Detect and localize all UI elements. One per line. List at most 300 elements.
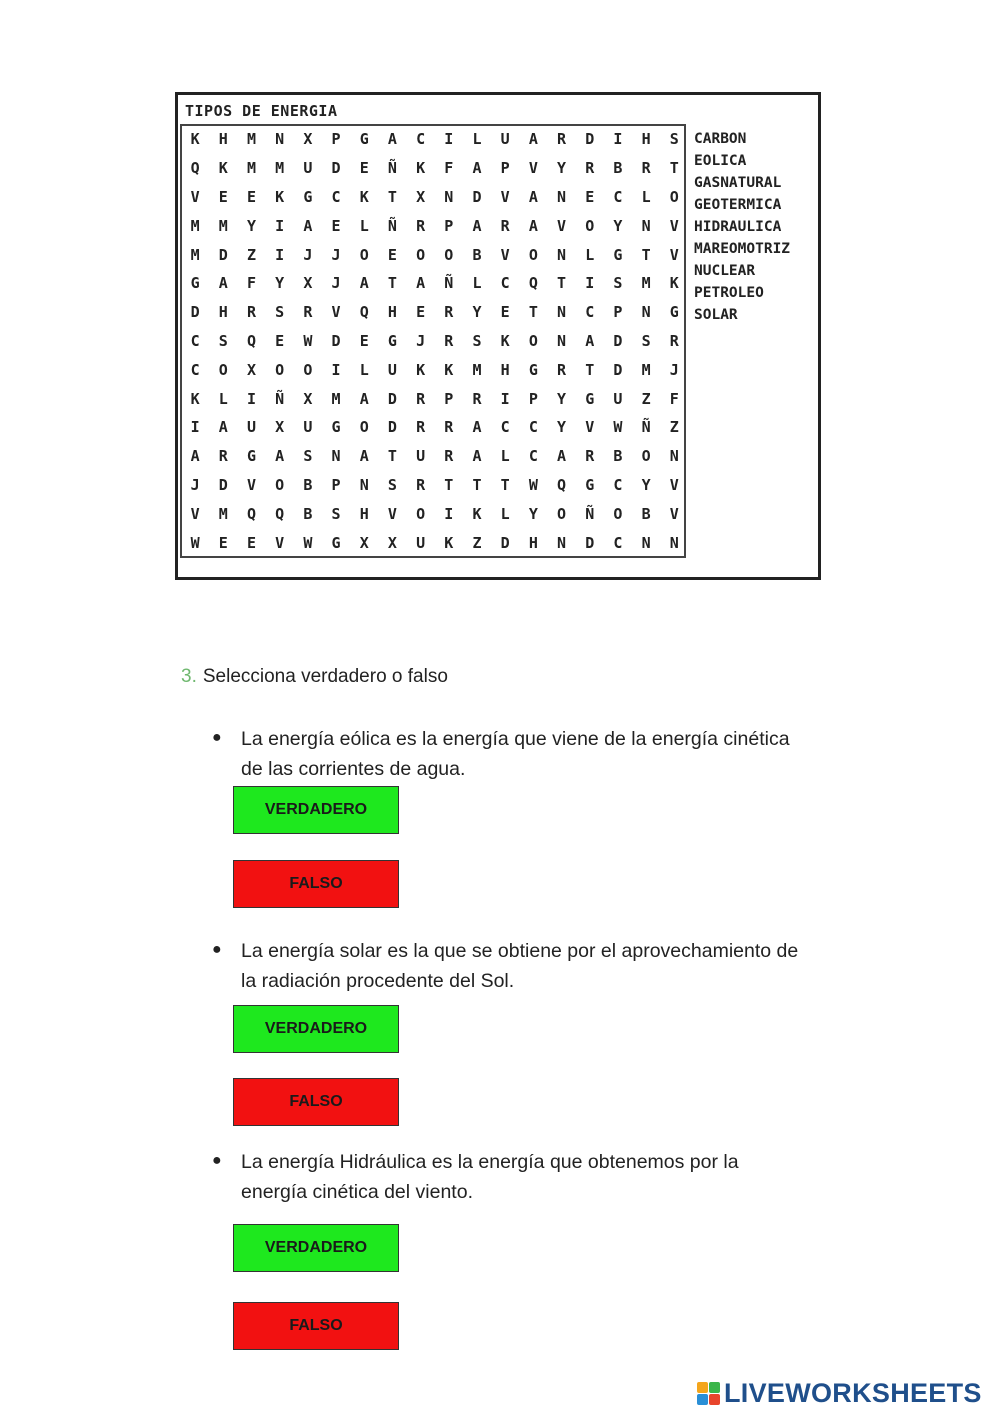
grid-letter[interactable]: V	[669, 504, 679, 523]
grid-letter[interactable]: O	[359, 418, 369, 437]
grid-letter[interactable]: I	[246, 389, 256, 408]
word-list-item: PETROLEO	[694, 285, 764, 301]
grid-letter[interactable]: X	[387, 533, 397, 552]
grid-letter[interactable]: U	[416, 533, 426, 552]
word-list-item: GASNATURAL	[694, 175, 782, 191]
grid-letter[interactable]: Y	[246, 216, 256, 235]
grid-letter[interactable]: Ñ	[444, 274, 454, 293]
question-text: Selecciona verdadero o falso	[202, 666, 448, 687]
grid-letter[interactable]: S	[218, 331, 228, 350]
grid-letter[interactable]: G	[246, 447, 256, 466]
true-button-1[interactable]: VERDADERO	[233, 786, 399, 834]
grid-letter[interactable]: K	[500, 331, 510, 350]
grid-letter[interactable]: S	[613, 274, 623, 293]
grid-letter[interactable]: X	[303, 389, 313, 408]
grid-letter[interactable]: N	[557, 245, 567, 264]
grid-letter[interactable]: I	[500, 389, 510, 408]
grid-letter[interactable]: V	[275, 533, 285, 552]
grid-letter[interactable]: Y	[472, 303, 482, 322]
grid-letter[interactable]: A	[472, 447, 482, 466]
grid-letter[interactable]: T	[641, 245, 651, 264]
grid-letter[interactable]: H	[218, 130, 228, 149]
grid-letter[interactable]: A	[472, 159, 482, 178]
grid-letter[interactable]: A	[557, 447, 567, 466]
grid-letter[interactable]: E	[500, 303, 510, 322]
grid-letter[interactable]: O	[416, 504, 426, 523]
grid-letter[interactable]: T	[387, 274, 397, 293]
grid-letter[interactable]: C	[613, 475, 623, 494]
grid-letter[interactable]: V	[528, 159, 538, 178]
grid-letter[interactable]: O	[585, 216, 595, 235]
grid-letter[interactable]: U	[387, 360, 397, 379]
grid-letter[interactable]: S	[303, 447, 313, 466]
grid-letter[interactable]: X	[275, 418, 285, 437]
grid-letter[interactable]: D	[331, 331, 341, 350]
grid-letter[interactable]: Y	[528, 504, 538, 523]
grid-letter[interactable]: R	[444, 418, 454, 437]
grid-letter[interactable]: C	[500, 274, 510, 293]
false-button-1[interactable]: FALSO	[233, 860, 399, 908]
grid-letter[interactable]: G	[331, 418, 341, 437]
grid-letter[interactable]: K	[190, 130, 200, 149]
grid-letter[interactable]: P	[444, 389, 454, 408]
grid-letter[interactable]: U	[303, 159, 313, 178]
grid-letter[interactable]: D	[331, 159, 341, 178]
grid-letter[interactable]: Z	[472, 533, 482, 552]
question-number: 3.	[181, 666, 197, 687]
grid-letter[interactable]: R	[557, 130, 567, 149]
grid-letter[interactable]: R	[500, 216, 510, 235]
grid-letter[interactable]: B	[472, 245, 482, 264]
grid-letter[interactable]: Y	[557, 389, 567, 408]
grid-letter[interactable]: P	[613, 303, 623, 322]
grid-letter[interactable]: E	[218, 187, 228, 206]
grid-letter[interactable]: R	[218, 447, 228, 466]
grid-letter[interactable]: Z	[641, 389, 651, 408]
grid-letter[interactable]: O	[669, 187, 679, 206]
grid-letter[interactable]: W	[613, 418, 623, 437]
grid-letter[interactable]: N	[669, 533, 679, 552]
grid-letter[interactable]: G	[303, 187, 313, 206]
grid-letter[interactable]: L	[359, 360, 369, 379]
grid-letter[interactable]: C	[528, 447, 538, 466]
grid-letter[interactable]: R	[641, 159, 651, 178]
grid-letter[interactable]: A	[218, 418, 228, 437]
grid-letter[interactable]: M	[331, 389, 341, 408]
grid-letter[interactable]: R	[585, 159, 595, 178]
grid-letter[interactable]: A	[359, 274, 369, 293]
grid-letter[interactable]: M	[190, 245, 200, 264]
grid-letter[interactable]: R	[557, 360, 567, 379]
grid-letter[interactable]: N	[557, 533, 567, 552]
grid-letter[interactable]: P	[500, 159, 510, 178]
grid-letter[interactable]: V	[500, 187, 510, 206]
grid-letter[interactable]: R	[416, 418, 426, 437]
grid-letter[interactable]: I	[585, 274, 595, 293]
grid-letter[interactable]: F	[669, 389, 679, 408]
grid-letter[interactable]: W	[528, 475, 538, 494]
grid-letter[interactable]: A	[275, 447, 285, 466]
grid-letter[interactable]: A	[472, 216, 482, 235]
grid-letter[interactable]: M	[218, 504, 228, 523]
grid-letter[interactable]: M	[246, 130, 256, 149]
question-heading	[181, 666, 448, 688]
grid-letter[interactable]: V	[246, 475, 256, 494]
grid-letter[interactable]: K	[359, 187, 369, 206]
grid-letter[interactable]: G	[613, 245, 623, 264]
grid-letter[interactable]: X	[303, 130, 313, 149]
grid-letter[interactable]: V	[669, 245, 679, 264]
grid-letter[interactable]: R	[669, 331, 679, 350]
grid-letter[interactable]: R	[416, 475, 426, 494]
grid-letter[interactable]: E	[218, 533, 228, 552]
grid-letter[interactable]: A	[359, 389, 369, 408]
grid-letter[interactable]: N	[557, 303, 567, 322]
grid-letter[interactable]: A	[585, 331, 595, 350]
grid-letter[interactable]: Q	[246, 504, 256, 523]
grid-letter[interactable]: F	[246, 274, 256, 293]
word-search-grid	[181, 125, 688, 557]
grid-letter[interactable]: I	[190, 418, 200, 437]
grid-letter[interactable]: R	[585, 447, 595, 466]
grid-letter[interactable]: D	[387, 418, 397, 437]
grid-letter[interactable]: F	[444, 159, 454, 178]
grid-letter[interactable]: M	[641, 360, 651, 379]
grid-letter[interactable]: N	[275, 130, 285, 149]
grid-letter[interactable]: T	[444, 475, 454, 494]
grid-letter[interactable]: C	[190, 331, 200, 350]
grid-letter[interactable]: H	[218, 303, 228, 322]
grid-letter[interactable]: I	[275, 216, 285, 235]
grid-letter[interactable]: I	[444, 504, 454, 523]
grid-letter[interactable]: W	[303, 331, 313, 350]
grid-letter[interactable]: I	[613, 130, 623, 149]
grid-letter[interactable]: V	[190, 187, 200, 206]
grid-letter[interactable]: G	[387, 331, 397, 350]
grid-letter[interactable]: Q	[359, 303, 369, 322]
grid-letter[interactable]: K	[416, 360, 426, 379]
logo-square	[697, 1382, 708, 1393]
grid-letter[interactable]: V	[585, 418, 595, 437]
grid-letter[interactable]: T	[472, 475, 482, 494]
grid-letter[interactable]: Q	[275, 504, 285, 523]
grid-letter[interactable]: S	[387, 475, 397, 494]
grid-letter[interactable]: G	[585, 475, 595, 494]
grid-letter[interactable]: J	[416, 331, 426, 350]
grid-letter[interactable]: T	[669, 159, 679, 178]
word-list-item: CARBON	[694, 131, 747, 147]
grid-letter[interactable]: P	[331, 475, 341, 494]
grid-letter[interactable]: U	[246, 418, 256, 437]
grid-letter[interactable]: O	[528, 245, 538, 264]
grid-letter[interactable]: A	[359, 447, 369, 466]
grid-letter[interactable]: T	[387, 187, 397, 206]
grid-letter[interactable]: L	[472, 274, 482, 293]
grid-letter[interactable]: J	[331, 245, 341, 264]
grid-letter[interactable]: H	[641, 130, 651, 149]
grid-letter[interactable]: K	[669, 274, 679, 293]
grid-letter[interactable]: B	[303, 475, 313, 494]
grid-letter[interactable]: K	[416, 159, 426, 178]
grid-letter[interactable]: Y	[275, 274, 285, 293]
grid-letter[interactable]: K	[275, 187, 285, 206]
grid-letter[interactable]: U	[500, 130, 510, 149]
grid-letter[interactable]: L	[500, 447, 510, 466]
grid-letter[interactable]: D	[218, 245, 228, 264]
grid-letter[interactable]: A	[528, 130, 538, 149]
statement-2-line-1: La energía solar es la que se obtiene por el aprovechamiento de	[241, 940, 799, 962]
true-button-2[interactable]: VERDADERO	[233, 1005, 399, 1053]
grid-letter[interactable]: N	[669, 447, 679, 466]
grid-letter[interactable]: S	[669, 130, 679, 149]
grid-letter[interactable]: M	[641, 274, 651, 293]
grid-letter[interactable]: J	[331, 274, 341, 293]
grid-letter[interactable]: M	[275, 159, 285, 178]
grid-letter[interactable]: C	[331, 187, 341, 206]
grid-letter[interactable]: L	[359, 216, 369, 235]
grid-letter[interactable]: Ñ	[387, 216, 397, 235]
statement-3-line-1: La energía Hidráulica es la energía que obtenemos por la	[241, 1151, 739, 1173]
grid-letter[interactable]: I	[331, 360, 341, 379]
grid-letter[interactable]: Q	[528, 274, 538, 293]
word-list-item: NUCLEAR	[694, 263, 756, 279]
grid-letter[interactable]: X	[303, 274, 313, 293]
grid-letter[interactable]: K	[472, 504, 482, 523]
liveworksheets-logo	[697, 1378, 982, 1409]
grid-letter[interactable]: V	[669, 475, 679, 494]
word-list	[694, 128, 790, 326]
grid-letter[interactable]: D	[613, 331, 623, 350]
grid-letter[interactable]: J	[303, 245, 313, 264]
grid-letter[interactable]: R	[472, 389, 482, 408]
grid-letter[interactable]: Y	[557, 159, 567, 178]
grid-letter[interactable]: C	[613, 533, 623, 552]
grid-letter[interactable]: B	[613, 447, 623, 466]
statement-1-line-2: de las corrientes de agua.	[241, 758, 466, 780]
grid-letter[interactable]: G	[585, 389, 595, 408]
grid-letter[interactable]: O	[359, 245, 369, 264]
true-button-3[interactable]: VERDADERO	[233, 1224, 399, 1272]
statement-1	[241, 724, 881, 784]
grid-letter[interactable]: T	[585, 360, 595, 379]
grid-letter[interactable]: B	[303, 504, 313, 523]
grid-letter[interactable]: V	[331, 303, 341, 322]
grid-letter[interactable]: H	[359, 504, 369, 523]
grid-letter[interactable]: J	[669, 360, 679, 379]
grid-letter[interactable]: T	[387, 447, 397, 466]
grid-letter[interactable]: A	[190, 447, 200, 466]
grid-letter[interactable]: R	[444, 331, 454, 350]
grid-letter[interactable]: O	[444, 245, 454, 264]
grid-letter[interactable]: Y	[557, 418, 567, 437]
grid-letter[interactable]: L	[218, 389, 228, 408]
grid-letter[interactable]: X	[246, 360, 256, 379]
grid-letter[interactable]: D	[387, 389, 397, 408]
grid-letter[interactable]: H	[500, 360, 510, 379]
grid-letter[interactable]: S	[641, 331, 651, 350]
grid-letter[interactable]: D	[218, 475, 228, 494]
grid-letter[interactable]: U	[416, 447, 426, 466]
grid-letter[interactable]: E	[275, 331, 285, 350]
grid-letter[interactable]: G	[190, 274, 200, 293]
false-button-2[interactable]: FALSO	[233, 1078, 399, 1126]
grid-letter[interactable]: N	[359, 475, 369, 494]
grid-letter[interactable]: X	[359, 533, 369, 552]
grid-letter[interactable]: S	[472, 331, 482, 350]
grid-letter[interactable]: P	[528, 389, 538, 408]
word-list-item: MAREOMOTRIZ	[694, 241, 791, 257]
grid-letter[interactable]: X	[416, 187, 426, 206]
grid-letter[interactable]: Q	[557, 475, 567, 494]
grid-letter[interactable]: G	[359, 130, 369, 149]
grid-letter[interactable]: A	[528, 216, 538, 235]
grid-letter[interactable]: E	[359, 159, 369, 178]
grid-letter[interactable]: R	[416, 389, 426, 408]
grid-letter[interactable]: N	[641, 533, 651, 552]
grid-letter[interactable]: N	[444, 187, 454, 206]
grid-letter[interactable]: O	[528, 331, 538, 350]
grid-letter[interactable]: K	[218, 159, 228, 178]
grid-letter[interactable]: C	[613, 187, 623, 206]
grid-letter[interactable]: C	[416, 130, 426, 149]
grid-letter[interactable]: V	[500, 245, 510, 264]
grid-letter[interactable]: O	[275, 475, 285, 494]
grid-letter[interactable]: C	[500, 418, 510, 437]
grid-letter[interactable]: K	[190, 389, 200, 408]
grid-letter[interactable]: C	[528, 418, 538, 437]
grid-letter[interactable]: A	[416, 274, 426, 293]
grid-letter[interactable]: Z	[246, 245, 256, 264]
grid-letter[interactable]: E	[585, 187, 595, 206]
bullet-1: ●	[212, 729, 222, 746]
grid-letter[interactable]: A	[218, 274, 228, 293]
grid-letter[interactable]: E	[331, 216, 341, 235]
grid-letter[interactable]: M	[218, 216, 228, 235]
statement-2-line-2: la radiación procedente del Sol.	[241, 970, 515, 992]
grid-letter[interactable]: B	[641, 504, 651, 523]
grid-letter[interactable]: E	[359, 331, 369, 350]
grid-letter[interactable]: E	[246, 533, 256, 552]
grid-letter[interactable]: U	[613, 389, 623, 408]
grid-letter[interactable]: Q	[246, 331, 256, 350]
grid-letter[interactable]: Ñ	[641, 418, 651, 437]
grid-letter[interactable]: I	[275, 245, 285, 264]
grid-letter[interactable]: G	[669, 303, 679, 322]
grid-letter[interactable]: O	[303, 360, 313, 379]
grid-letter[interactable]: A	[387, 130, 397, 149]
grid-letter[interactable]: W	[190, 533, 200, 552]
statement-2	[241, 936, 881, 996]
grid-letter[interactable]: R	[444, 447, 454, 466]
grid-letter[interactable]: K	[444, 360, 454, 379]
grid-letter[interactable]: H	[528, 533, 538, 552]
grid-letter[interactable]: N	[641, 216, 651, 235]
false-button-3[interactable]: FALSO	[233, 1302, 399, 1350]
grid-letter[interactable]: D	[585, 533, 595, 552]
grid-letter[interactable]: O	[557, 504, 567, 523]
grid-letter[interactable]: Ñ	[275, 389, 285, 408]
grid-letter[interactable]: D	[613, 360, 623, 379]
logo-square	[709, 1394, 720, 1405]
grid-letter[interactable]: D	[472, 187, 482, 206]
grid-letter[interactable]: B	[613, 159, 623, 178]
grid-letter[interactable]: Y	[613, 216, 623, 235]
grid-letter[interactable]: M	[472, 360, 482, 379]
grid-letter[interactable]: D	[500, 533, 510, 552]
grid-letter[interactable]: Y	[641, 475, 651, 494]
grid-letter[interactable]: L	[641, 187, 651, 206]
grid-letter[interactable]: I	[444, 130, 454, 149]
grid-letter[interactable]: H	[387, 303, 397, 322]
grid-letter[interactable]: A	[528, 187, 538, 206]
word-list-item: HIDRAULICA	[694, 219, 782, 235]
grid-letter[interactable]: L	[472, 130, 482, 149]
grid-letter[interactable]: K	[444, 533, 454, 552]
grid-letter[interactable]: V	[557, 216, 567, 235]
grid-letter[interactable]: Ñ	[585, 504, 595, 523]
grid-letter[interactable]: Q	[190, 159, 200, 178]
grid-letter[interactable]: L	[500, 504, 510, 523]
grid-letter[interactable]: O	[218, 360, 228, 379]
grid-letter[interactable]: Ñ	[387, 159, 397, 178]
grid-letter[interactable]: M	[190, 216, 200, 235]
grid-letter[interactable]: M	[246, 159, 256, 178]
grid-letter[interactable]: T	[500, 475, 510, 494]
grid-letter[interactable]: V	[387, 504, 397, 523]
grid-letter[interactable]: O	[416, 245, 426, 264]
logo-mark-icon	[697, 1382, 720, 1405]
grid-letter[interactable]: O	[613, 504, 623, 523]
grid-letter[interactable]: N	[641, 303, 651, 322]
grid-letter[interactable]: G	[331, 533, 341, 552]
grid-letter[interactable]: T	[528, 303, 538, 322]
grid-letter[interactable]: N	[557, 187, 567, 206]
grid-letter[interactable]: R	[303, 303, 313, 322]
grid-letter[interactable]: A	[472, 418, 482, 437]
grid-letter[interactable]: S	[331, 504, 341, 523]
bullet-2: ●	[212, 941, 222, 958]
grid-letter[interactable]: E	[416, 303, 426, 322]
grid-letter[interactable]: E	[387, 245, 397, 264]
grid-letter[interactable]: T	[557, 274, 567, 293]
grid-letter[interactable]: A	[303, 216, 313, 235]
grid-letter[interactable]: R	[416, 216, 426, 235]
grid-letter[interactable]: R	[444, 303, 454, 322]
grid-letter[interactable]: O	[275, 360, 285, 379]
logo-square	[709, 1382, 720, 1393]
grid-letter[interactable]: U	[303, 418, 313, 437]
grid-letter[interactable]: P	[444, 216, 454, 235]
grid-letter[interactable]: N	[557, 331, 567, 350]
grid-letter[interactable]: V	[669, 216, 679, 235]
grid-letter[interactable]: L	[585, 245, 595, 264]
grid-letter[interactable]: S	[275, 303, 285, 322]
grid-letter[interactable]: V	[190, 504, 200, 523]
grid-letter[interactable]: G	[528, 360, 538, 379]
grid-letter[interactable]: C	[585, 303, 595, 322]
grid-letter[interactable]: E	[246, 187, 256, 206]
grid-letter[interactable]: Z	[669, 418, 679, 437]
grid-letter[interactable]: W	[303, 533, 313, 552]
grid-letter[interactable]: O	[641, 447, 651, 466]
grid-letter[interactable]: D	[190, 303, 200, 322]
grid-letter[interactable]: C	[190, 360, 200, 379]
grid-letter[interactable]: R	[246, 303, 256, 322]
grid-letter[interactable]: N	[331, 447, 341, 466]
grid-letter[interactable]: D	[585, 130, 595, 149]
grid-letter[interactable]: P	[331, 130, 341, 149]
grid-letter[interactable]: J	[190, 475, 200, 494]
